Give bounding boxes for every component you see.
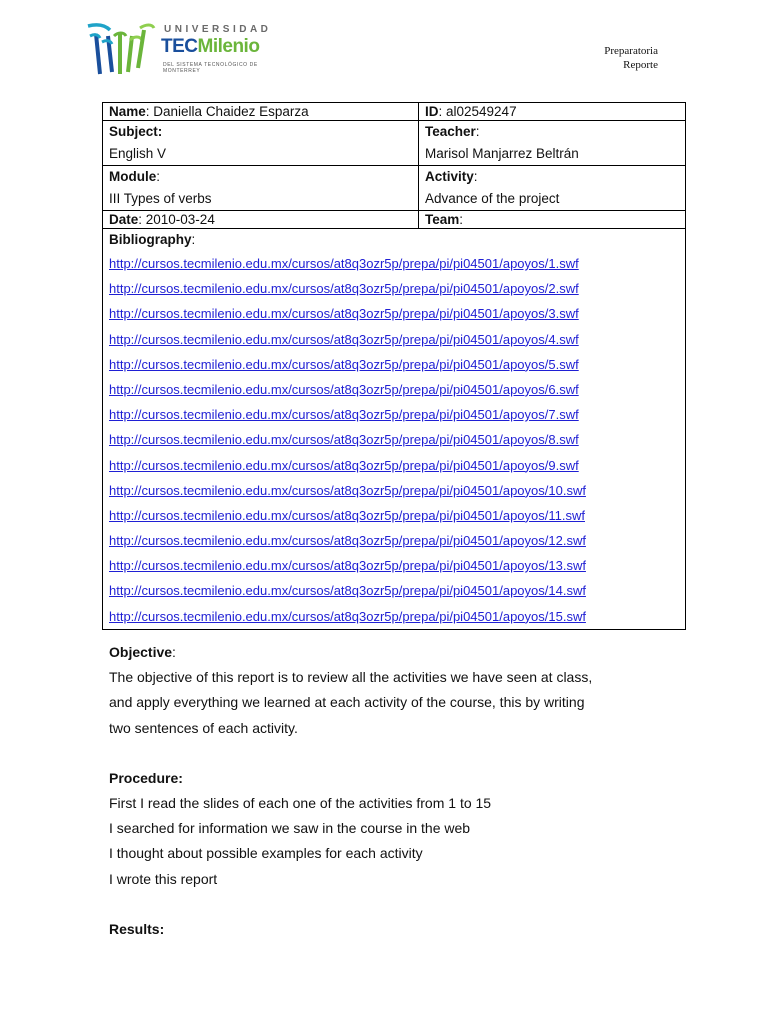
activity-cell	[419, 166, 686, 211]
teacher-label: Teacher	[425, 124, 476, 139]
name-label: Name	[109, 104, 146, 119]
activity-label: Activity	[425, 169, 474, 184]
bibliography-link-8[interactable]: http://cursos.tecmilenio.edu.mx/cursos/at8q3ozr5p/prepa/pi/pi04501/apoyos/8.swf	[109, 432, 579, 448]
logo-brand-milenio: Milenio	[197, 36, 260, 57]
objective-line-3: two sentences of each activity.	[109, 719, 298, 736]
activity-label-line	[425, 166, 679, 188]
objective-line-1: The objective of this report is to review all the activities we have seen at class,	[109, 669, 593, 686]
objective-line-2: and apply everything we learned at each activity of the course, this by writing	[109, 694, 585, 711]
name-cell	[103, 103, 419, 121]
bibliography-link-7[interactable]: http://cursos.tecmilenio.edu.mx/cursos/at8q3ozr5p/prepa/pi/pi04501/apoyos/7.swf	[109, 407, 579, 423]
bibliography-item	[109, 528, 679, 553]
bibliography-item	[109, 377, 679, 402]
document-header	[604, 44, 658, 72]
bibliography-item	[109, 553, 679, 578]
university-logo	[86, 22, 286, 82]
teacher-cell	[419, 121, 686, 166]
date-cell	[103, 211, 419, 229]
logo-subline: DEL SISTEMA TECNOLÓGICO DE MONTERREY	[163, 62, 258, 74]
subject-label: Subject:	[109, 124, 163, 139]
subject-row	[103, 121, 686, 166]
bibliography-item	[109, 251, 679, 276]
procedure-line-2: I searched for information we saw in the course in the web	[109, 820, 471, 837]
activity-colon: :	[473, 169, 478, 184]
bibliography-item	[109, 276, 679, 301]
name-row	[103, 103, 686, 121]
module-label-line	[109, 166, 412, 188]
spacer	[109, 892, 669, 917]
bibliography-link-14[interactable]: http://cursos.tecmilenio.edu.mx/cursos/at8q3ozr5p/prepa/pi/pi04501/apoyos/14.swf	[109, 583, 586, 599]
bibliography-link-12[interactable]: http://cursos.tecmilenio.edu.mx/cursos/at8q3ozr5p/prepa/pi/pi04501/apoyos/12.swf	[109, 533, 586, 549]
bibliography-row	[103, 229, 686, 630]
logo-universidad-text: UNIVERSIDAD	[164, 24, 272, 35]
activity-value: Advance of the project	[425, 191, 560, 206]
objective-colon: :	[172, 644, 176, 660]
module-row	[103, 166, 686, 211]
bibliography-link-5[interactable]: http://cursos.tecmilenio.edu.mx/cursos/at8q3ozr5p/prepa/pi/pi04501/apoyos/5.swf	[109, 356, 579, 372]
bibliography-label: Bibliography	[109, 232, 192, 247]
tecmilenio-emblem-icon	[86, 22, 156, 78]
bibliography-item	[109, 327, 679, 352]
bibliography-list	[109, 251, 679, 629]
bibliography-link-2[interactable]: http://cursos.tecmilenio.edu.mx/cursos/at8q3ozr5p/prepa/pi/pi04501/apoyos/2.swf	[109, 281, 579, 297]
procedure-line-4: I wrote this report	[109, 870, 218, 887]
bibliography-cell	[103, 229, 686, 630]
results-heading: Results:	[109, 920, 165, 937]
objective-heading-line	[109, 640, 669, 665]
bibliography-colon: :	[191, 232, 196, 247]
bibliography-link-4[interactable]: http://cursos.tecmilenio.edu.mx/cursos/at8q3ozr5p/prepa/pi/pi04501/apoyos/4.swf	[109, 331, 579, 347]
bibliography-link-11[interactable]: http://cursos.tecmilenio.edu.mx/cursos/at8q3ozr5p/prepa/pi/pi04501/apoyos/11.swf	[109, 507, 585, 523]
bibliography-item	[109, 478, 679, 503]
date-label: Date	[109, 212, 139, 227]
bibliography-link-6[interactable]: http://cursos.tecmilenio.edu.mx/cursos/at8q3ozr5p/prepa/pi/pi04501/apoyos/6.swf	[109, 381, 579, 397]
header-line-reporte: Reporte	[623, 59, 658, 71]
bibliography-item	[109, 301, 679, 326]
bibliography-label-line	[109, 229, 679, 251]
bibliography-item	[109, 427, 679, 452]
date-value: : 2010-03-24	[138, 212, 215, 227]
objective-heading: Objective	[109, 644, 173, 660]
procedure-heading: Procedure:	[109, 769, 183, 786]
report-body	[109, 640, 669, 942]
id-cell	[419, 103, 686, 121]
bibliography-link-1[interactable]: http://cursos.tecmilenio.edu.mx/cursos/at8q3ozr5p/prepa/pi/pi04501/apoyos/1.swf	[109, 256, 579, 271]
bibliography-item	[109, 352, 679, 377]
module-label: Module	[109, 169, 157, 184]
logo-brand-tec: TEC	[161, 36, 198, 57]
date-row	[103, 211, 686, 229]
logo-brand-text	[161, 36, 259, 58]
module-colon: :	[156, 169, 161, 184]
bibliography-item	[109, 604, 679, 629]
bibliography-item	[109, 578, 679, 603]
name-value: : Daniella Chaidez Esparza	[145, 104, 309, 119]
teacher-value: Marisol Manjarrez Beltrán	[425, 146, 579, 161]
bibliography-link-15[interactable]: http://cursos.tecmilenio.edu.mx/cursos/at8q3ozr5p/prepa/pi/pi04501/apoyos/15.swf	[109, 608, 586, 624]
teacher-colon: :	[475, 124, 480, 139]
teacher-label-line	[425, 121, 679, 143]
bibliography-item	[109, 503, 679, 528]
subject-value: English V	[109, 146, 167, 161]
header-line-preparatoria: Preparatoria	[604, 45, 658, 57]
team-colon: :	[459, 212, 464, 227]
spacer	[109, 741, 669, 766]
team-label: Team	[425, 212, 460, 227]
team-cell	[419, 211, 686, 229]
bibliography-link-13[interactable]: http://cursos.tecmilenio.edu.mx/cursos/at8q3ozr5p/prepa/pi/pi04501/apoyos/13.swf	[109, 558, 586, 574]
id-label: ID	[425, 104, 439, 119]
report-info-table	[102, 102, 686, 630]
procedure-line-1: First I read the slides of each one of the activities from 1 to 15	[109, 795, 492, 812]
bibliography-item	[109, 402, 679, 427]
procedure-line-3: I thought about possible examples for each activity	[109, 845, 423, 862]
id-value: : al02549247	[438, 104, 517, 119]
module-value: III Types of verbs	[109, 191, 212, 206]
bibliography-link-9[interactable]: http://cursos.tecmilenio.edu.mx/cursos/at8q3ozr5p/prepa/pi/pi04501/apoyos/9.swf	[109, 457, 579, 473]
module-cell	[103, 166, 419, 211]
subject-cell	[103, 121, 419, 166]
bibliography-link-3[interactable]: http://cursos.tecmilenio.edu.mx/cursos/at8q3ozr5p/prepa/pi/pi04501/apoyos/3.swf	[109, 306, 579, 322]
bibliography-link-10[interactable]: http://cursos.tecmilenio.edu.mx/cursos/at8q3ozr5p/prepa/pi/pi04501/apoyos/10.swf	[109, 482, 586, 498]
bibliography-item	[109, 453, 679, 478]
